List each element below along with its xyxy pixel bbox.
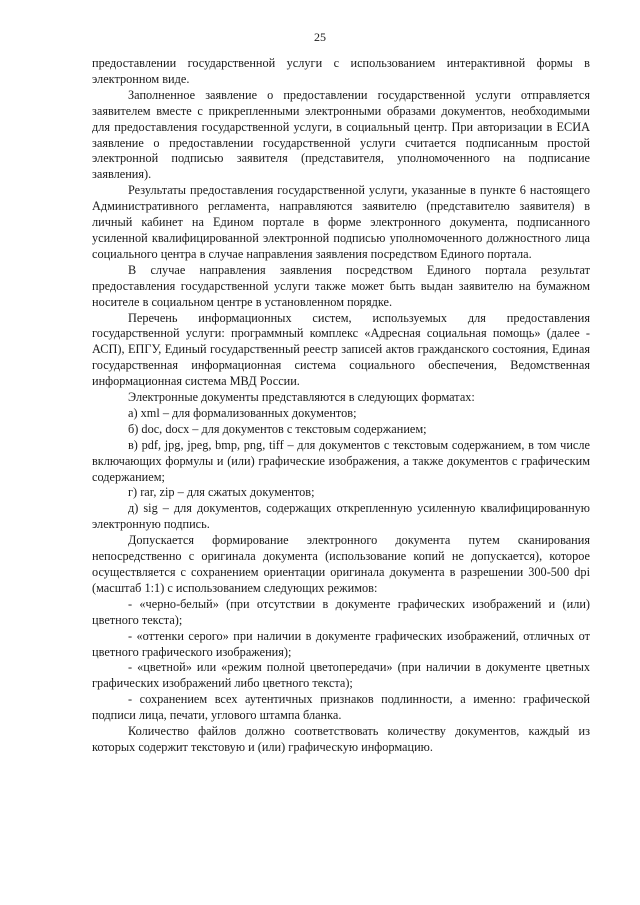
document-body (92, 56, 590, 756)
paragraph-information-systems: Перечень информационных систем, используемых для предоставления государственной услуги: программный комплекс «Адресная социальная помощь» (далее - АСП), ЕПГУ, Единый государственный реестр записей актов гражданского состояния, Единая государственная информационная система социального обеспечения, Ведомственная информационная система МВД России. (92, 310, 590, 389)
list-item-mode-bw: - «черно-белый» (при отсутствии в документе графических изображений и (или) цветного текста); (92, 596, 590, 627)
list-item-mode-color: - «цветной» или «режим полной цветопередачи» (при наличии в документе цветных графических изображений либо цветного текста); (92, 660, 590, 691)
paragraph-continuation: предоставлении государственной услуги с использованием интерактивной формы в электронном виде. (92, 56, 590, 86)
paragraph-formats-intro: Электронные документы представляются в следующих форматах: (128, 390, 475, 405)
paragraph-scanning: Допускается формирование электронного документа путем сканирования непосредственно с оригинала документа (использование копий не допускается), которое осуществляется с сохранением ориентации оригинала документа в разрешении 300-500 dpi (масштаб 1:1) с использованием следующих режимов: (92, 533, 590, 595)
paragraph-application-submission: Заполненное заявление о предоставлении государственной услуги отправляется заявителем вместе с прикрепленными электронными образами документов, необходимыми для предоставления государственной услуги, в социальный центр. При авторизации в ЕСИА заявление о предоставлении государственной услуги считается подписанным простой электронной подписью заявителя (представителя, уполномоченного на подписание заявления). (92, 87, 590, 182)
paragraph-file-count: Количество файлов должно соответствовать количеству документов, каждый из которых содержит текстовую и (или) графическую информацию. (92, 724, 590, 754)
list-item-format-b: б) doc, docx – для документов с текстовым содержанием; (128, 421, 427, 436)
paragraph-paper-result: В случае направления заявления посредством Единого портала результат предоставления государственной услуги также может быть выдан заявителю на бумажном носителе в социальном центре в установленном порядке. (92, 262, 590, 309)
paragraph-service-results: Результаты предоставления государственной услуги, указанные в пункте 6 настоящего Административного регламента, направляются заявителю (представителю заявителя) в личный кабинет на Едином портале в форме электронного документа, подписанного усиленной квалифицированной электронной подписью уполномоченного должностного лица социального центра в случае направления заявления посредством Единого портала. (92, 183, 590, 261)
list-item-authenticity: - сохранением всех аутентичных признаков подлинности, а именно: графической подписи лица, печати, углового штампа бланка. (92, 692, 590, 723)
list-item-format-v: в) pdf, jpg, jpeg, bmp, png, tiff – для документов с текстовым содержанием, в том числе включающих формулы и (или) графические изображения, а также документов с графическим содержанием; (92, 437, 590, 484)
list-item-format-d: д) sig – для документов, содержащих открепленную усиленную квалифицированную электронную подпись. (92, 501, 590, 532)
list-item-format-a: а) xml – для формализованных документов; (128, 405, 357, 420)
list-item-mode-grayscale: - «оттенки серого» при наличии в документе графических изображений, отличных от цветного графического изображения); (92, 628, 590, 659)
page-number: 25 (314, 30, 326, 44)
list-item-format-g: г) rar, zip – для сжатых документов; (128, 485, 315, 500)
